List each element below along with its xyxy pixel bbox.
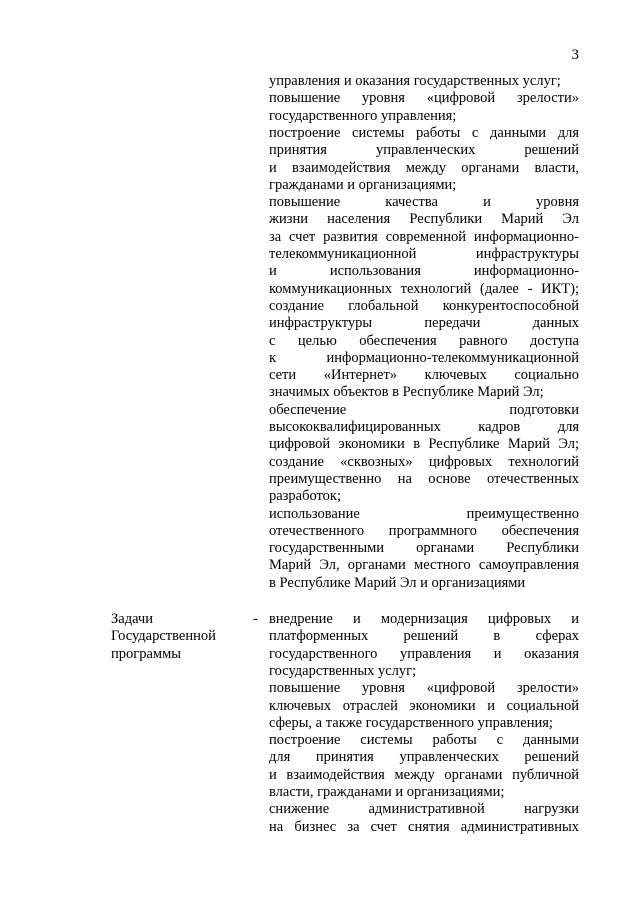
- page-number: 3: [571, 47, 579, 63]
- text-line: построение системы работы с данными: [269, 732, 579, 749]
- text-line: значимых объектов в Республике Марий Эл;: [269, 384, 544, 401]
- text-line: коммуникационных технологий (далее - ИКТ);: [269, 280, 579, 297]
- text-line: преимущественно на основе отечественных: [269, 470, 579, 487]
- text-line: внедрение и модернизация цифровых и: [269, 611, 579, 627]
- tasks-label-line: Государственной: [111, 628, 216, 645]
- text-line: повышение уровня «цифровой зрелости»: [269, 90, 579, 107]
- text-line: разработок;: [269, 488, 342, 505]
- text-line: за счет развития современной информационно-: [269, 228, 579, 245]
- text-line: инфраструктуры передачи данных: [269, 315, 579, 332]
- text-line: с целью обеспечения равного доступа: [269, 332, 579, 349]
- tasks-label-line: Задачи: [111, 611, 153, 627]
- text-line: снижение административной нагрузки: [269, 801, 579, 818]
- text-line: Марий Эл, органами местного самоуправления: [269, 557, 579, 574]
- text-line: и взаимодействия между органами власти,: [269, 159, 579, 176]
- text-line: государственных услуг;: [269, 662, 417, 679]
- text-line: гражданами и организациями;: [269, 176, 457, 193]
- tasks-label-line: программы: [111, 645, 181, 662]
- text-line: принятия управленческих решений: [269, 142, 579, 159]
- text-line: в Республике Марий Эл и организациями: [269, 574, 526, 591]
- text-line: на бизнес за счет снятия административных: [269, 818, 579, 835]
- text-line: жизни населения Республики Марий Эл: [269, 211, 579, 228]
- text-line: ключевых отраслей экономики и социальной: [269, 697, 579, 714]
- text-line: для принятия управленческих решений: [269, 749, 579, 766]
- text-line: телекоммуникационной инфраструктуры: [269, 246, 579, 262]
- text-line: повышение качества и уровня: [269, 194, 579, 211]
- text-line: государственного управления и оказания: [269, 645, 579, 662]
- text-line: отечественного программного обеспечения: [269, 522, 579, 539]
- text-line: и использования информационно-: [269, 263, 579, 280]
- text-line: создание глобальной конкурентоспособной: [269, 297, 579, 314]
- text-line: сети «Интернет» ключевых социально: [269, 367, 579, 384]
- text-line: цифровой экономики в Республике Марий Эл;: [269, 436, 579, 453]
- text-line: сферы, а также государственного управления;: [269, 714, 553, 731]
- text-line: повышение уровня «цифровой зрелости»: [269, 680, 579, 697]
- text-line: и взаимодействия между органами публичной: [269, 766, 579, 783]
- text-line: государственного управления;: [269, 107, 457, 124]
- text-line: к информационно-телекоммуникационной: [269, 349, 579, 366]
- text-line: власти, гражданами и организациями;: [269, 784, 505, 800]
- text-line: платформенных решений в сферах: [269, 628, 579, 645]
- text-line: создание «сквозных» цифровых технологий: [269, 453, 579, 470]
- text-line: использование преимущественно: [269, 505, 579, 522]
- text-line: обеспечение подготовки: [269, 401, 579, 418]
- text-line: построение системы работы с данными для: [269, 124, 579, 141]
- text-line: высококвалифицированных кадров для: [269, 419, 579, 435]
- text-line: управления и оказания государственных услуг;: [269, 73, 561, 89]
- label-dash: -: [253, 611, 258, 627]
- text-line: государственными органами Республики: [269, 540, 579, 557]
